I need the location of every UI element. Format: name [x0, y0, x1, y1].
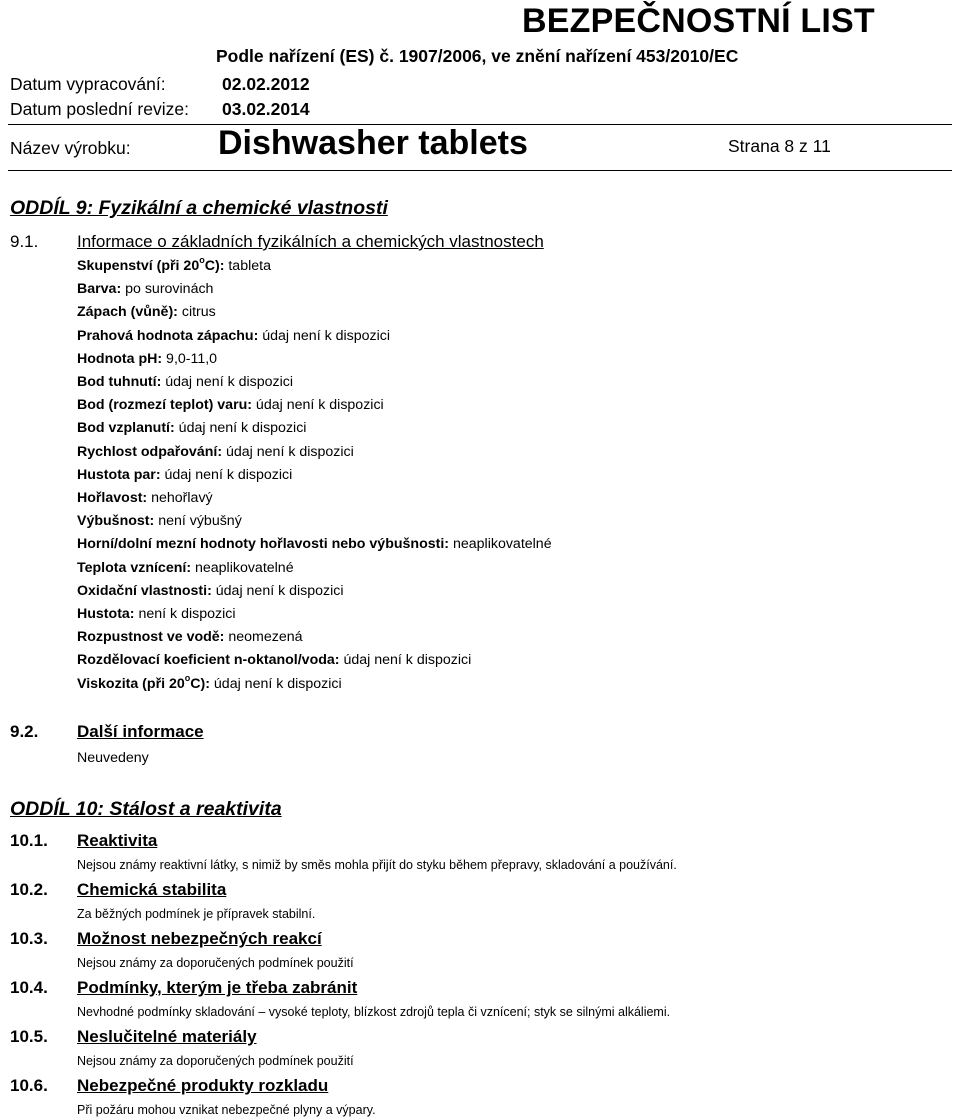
property-row [77, 606, 236, 622]
property-row [77, 513, 242, 529]
property-value: není k dispozici [134, 606, 236, 622]
property-value: citrus [177, 304, 216, 321]
property-value: 9,0-11,0 [162, 350, 218, 367]
subsection-title: Nebezpečné produkty rozkladu [77, 1076, 329, 1095]
subsection-text: Při požáru mohou vznikat nebezpečné plyny a výpary. [77, 1103, 376, 1117]
property-label: Barva: [77, 281, 122, 298]
property-value: údaj není k dispozici [222, 443, 354, 460]
property-row [77, 467, 292, 483]
property-value: po surovinách [121, 281, 214, 298]
subsection-number: 10.4. [10, 978, 48, 997]
property-row [77, 444, 354, 460]
property-value: údaj není k dispozici [161, 374, 294, 390]
property-value: údaj není k dispozici [209, 675, 342, 692]
property-row [77, 672, 342, 692]
subsection-number: 10.5. [10, 1027, 48, 1046]
subsection-title: Chemická stabilita [77, 880, 227, 899]
property-label: Bod (rozmezí teplot) varu: [77, 397, 252, 414]
property-label: Bod vzplanutí: [77, 420, 175, 437]
property-value: tableta [224, 258, 271, 274]
property-value: údaj není k dispozici [174, 420, 307, 437]
property-label: Teplota vznícení: [77, 559, 192, 576]
subsection-9-2-text: Neuvedeny [77, 750, 149, 766]
regulation-reference: Podle nařízení (ES) č. 1907/2006, ve znění nařízení 453/2010/EC [216, 46, 739, 66]
subsection-9-1-number: 9.1. [10, 232, 39, 251]
property-value: údaj není k dispozici [251, 397, 384, 414]
date-revision-label: Datum poslední revize: [10, 99, 189, 119]
property-row [77, 490, 213, 506]
property-value: neaplikovatelné [191, 559, 294, 576]
subsection-text: Za běžných podmínek je přípravek stabilní. [77, 907, 316, 921]
property-value: údaj není k dispozici [258, 327, 391, 344]
subsection-title: Neslučitelné materiály [77, 1027, 257, 1046]
property-label: Hořlavost: [77, 490, 148, 506]
date-prepared-label: Datum vypracování: [10, 74, 166, 94]
section-9-title: ODDÍL 9: Fyzikální a chemické vlastnosti [10, 197, 388, 219]
property-label: Viskozita (při 20$^o$C): [77, 672, 210, 692]
date-prepared-value: 02.02.2012 [222, 74, 310, 94]
date-revision-value: 03.02.2014 [222, 99, 310, 119]
property-row [77, 652, 471, 668]
property-label: Prahová hodnota zápachu: [77, 327, 259, 344]
property-label: Rychlost odpařování: [77, 443, 223, 460]
subsection-text: Nejsou známy za doporučených podmínek použití [77, 1054, 354, 1068]
subsection-number: 10.1. [10, 831, 48, 850]
subsection-number: 10.2. [10, 880, 48, 899]
property-value: nehořlavý [147, 490, 213, 506]
property-row [77, 328, 390, 344]
property-row [77, 255, 271, 274]
subsection-title: Podmínky, kterým je třeba zabránit [77, 978, 358, 997]
property-label: Hodnota pH: [77, 350, 163, 367]
property-row [77, 629, 303, 645]
subsection-9-2-title: Další informace [77, 722, 204, 741]
property-value: neomezená [224, 629, 303, 646]
property-value: údaj není k dispozici [160, 466, 293, 483]
property-label: Bod tuhnutí: [77, 374, 162, 390]
page-indicator: Strana 8 z 11 [728, 136, 831, 156]
property-row [77, 397, 384, 413]
property-row [77, 281, 213, 297]
subsection-text: Nevhodné podmínky skladování – vysoké teploty, blízkost zdrojů tepla či vznícení; styk se silnými alkáliemi. [77, 1005, 671, 1019]
property-value: údaj není k dispozici [339, 652, 472, 669]
product-name: Dishwasher tablets [218, 124, 528, 162]
property-row [77, 374, 293, 390]
property-row [77, 351, 217, 367]
property-row [77, 536, 552, 552]
property-value: údaj není k dispozici [211, 582, 344, 599]
subsection-number: 10.3. [10, 929, 48, 948]
property-label: Rozpustnost ve vodě: [77, 629, 225, 646]
property-label: Rozdělovací koeficient n-oktanol/voda: [77, 652, 340, 669]
property-row [77, 304, 216, 320]
property-label: Hustota: [77, 606, 135, 622]
subsection-number: 10.6. [10, 1076, 48, 1095]
property-label: Horní/dolní mezní hodnoty hořlavosti nebo výbušnosti: [77, 536, 450, 553]
property-row [77, 583, 344, 599]
property-label: Skupenství (při 20$^o$C): [77, 255, 225, 274]
subsection-9-2-number: 9.2. [10, 722, 39, 741]
subsection-title: Reaktivita [77, 831, 158, 850]
property-label: Výbušnost: [77, 513, 155, 530]
document-title: BEZPEČNOSTNÍ LIST [522, 2, 875, 40]
subsection-9-1-title: Informace o základních fyzikálních a chemických vlastnostech [77, 232, 544, 251]
product-label: Název výrobku: [10, 138, 131, 158]
subsection-title: Možnost nebezpečných reakcí [77, 929, 322, 948]
header-divider-bottom [8, 170, 952, 171]
property-label: Zápach (vůně): [77, 304, 178, 321]
subsection-text: Nejsou známy reaktivní látky, s nimiž by směs mohla přijít do styku během přepravy, skladování a používání. [77, 858, 677, 872]
property-value: neaplikovatelné [449, 536, 552, 553]
property-row [77, 420, 306, 436]
subsection-text: Nejsou známy za doporučených podmínek použití [77, 956, 354, 970]
property-value: není výbušný [154, 513, 242, 530]
property-label: Hustota par: [77, 466, 161, 483]
property-label: Oxidační vlastnosti: [77, 582, 212, 599]
property-row [77, 560, 294, 576]
section-10-title: ODDÍL 10: Stálost a reaktivita [10, 798, 282, 820]
